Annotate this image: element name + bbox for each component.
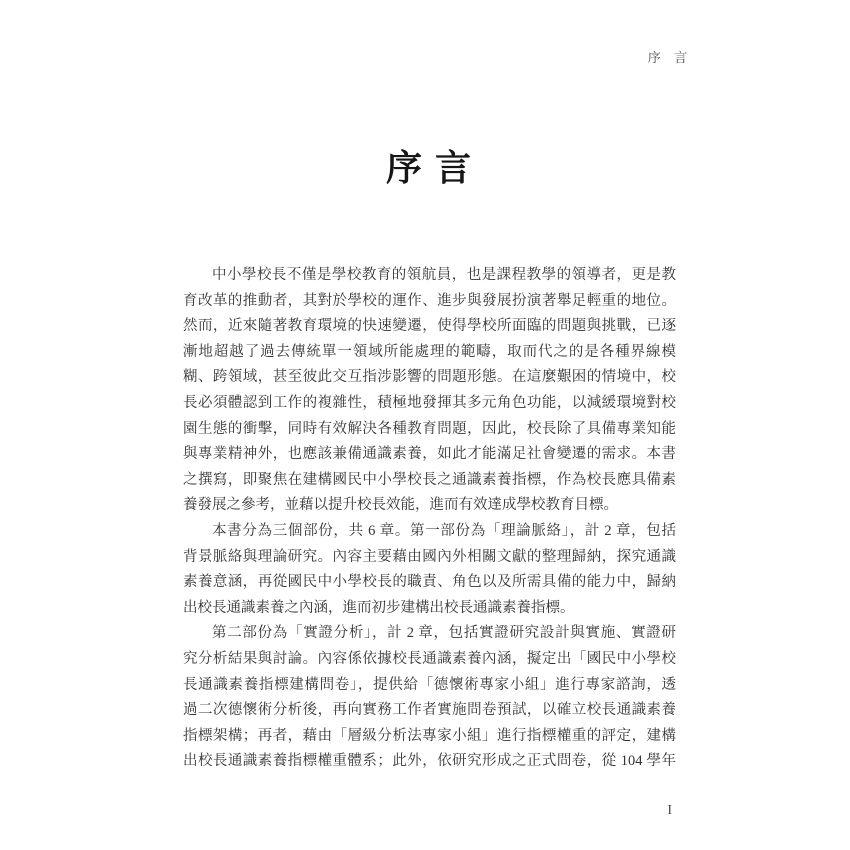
text-line: 養發展之參考，並藉以提升校長效能，進而有效達成學校教育目標。 [183, 497, 618, 514]
text-line: 育改革的推動者，其對於學校的運作、進步與發展扮演著舉足輕重的地位。 [183, 292, 676, 309]
text-line: 第二部份為「實證分析」，計 2 章，包括實證研究設計與實施、實證研 [212, 625, 676, 642]
text-line: 究分析結果與討論。內容係依據校長通識素養內涵，擬定出「國民中小學校 [183, 650, 676, 667]
text-line: 長必須體認到工作的複雜性，積極地發揮其多元角色功能，以減緩環境對校 [183, 394, 676, 411]
text-line: 出校長通識素養之內涵，進而初步建構出校長通識素養指標。 [183, 599, 575, 616]
text-line: 素養意涵，再從國民中小學校長的職責、角色以及所需具備的能力中，歸納 [183, 574, 676, 591]
text-line: 過二次德懷術分析後，再向實務工作者實施問卷預試，以確立校長通識素養 [183, 702, 676, 719]
page-number: I [667, 803, 672, 818]
text-line: 本書分為三個部份，共 6 章。第一部份為「理論脈絡」，計 2 章，包括 [212, 522, 676, 539]
text-line: 中小學校長不僅是學校教育的領航員，也是課程教學的領導者，更是教 [212, 267, 676, 283]
page-title: 序 言 [385, 148, 473, 188]
text-line: 出校長通識素養指標權重體系；此外，依研究形成之正式問卷，從 104 學年 [183, 753, 676, 770]
text-line: 指標架構；再者，藉由「層級分析法專家小組」進行指標權重的評定，建構 [183, 727, 676, 744]
text-line: 之撰寫，即聚焦在建構國民中小學校長之通識素養指標，作為校長應具備素 [183, 471, 676, 488]
text-line: 園生態的衝擊，同時有效解決各種教育問題，因此，校長除了具備專業知能 [183, 420, 676, 437]
text-line: 漸地超越了過去傳統單一領域所能處理的範疇，取而代之的是各種界線模 [183, 343, 676, 360]
text-line: 與專業精神外，也應該兼備通識素養，如此才能滿足社會變遷的需求。本書 [183, 446, 676, 463]
text-line: 然而，近來隨著教育環境的快速變遷，使得學校所面臨的問題與挑戰，已逐 [183, 318, 676, 335]
text-line: 背景脈絡與理論研究。內容主要藉由國內外相關文獻的整理歸納，探究通識 [183, 548, 676, 565]
text-line: 長通識素養指標建構問卷」，提供給「德懷術專家小組」進行專家諮詢，透 [183, 676, 676, 693]
preface-body [183, 263, 676, 775]
text-line: 糊、跨領域，甚至彼此交互指涉影響的問題形態。在這麼艱困的情境中，校 [183, 369, 676, 386]
running-header: 序 言 [647, 50, 692, 65]
